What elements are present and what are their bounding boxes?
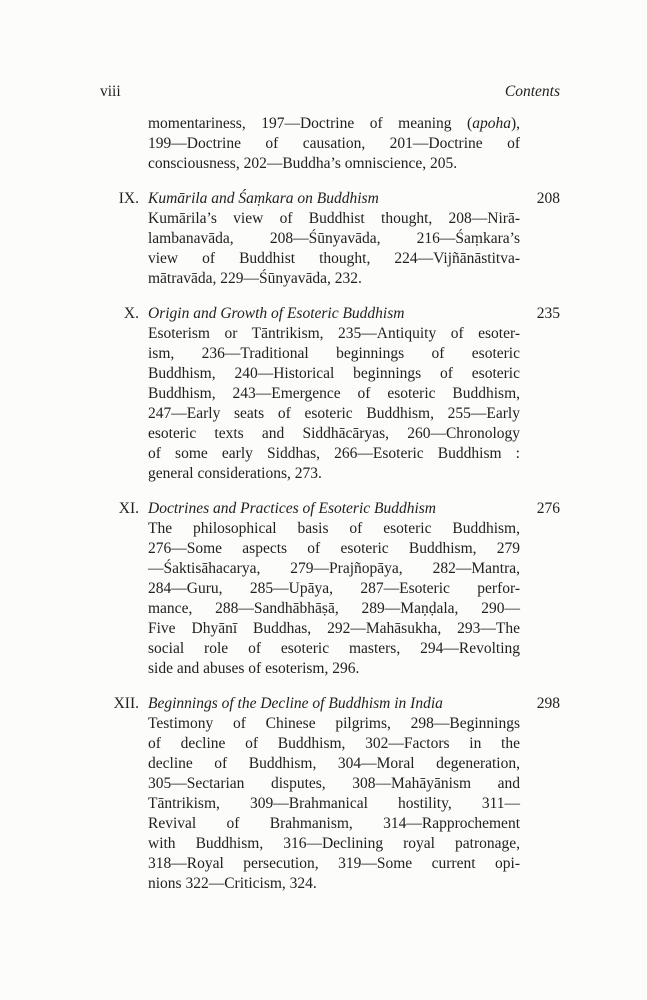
running-title: Contents — [504, 83, 560, 100]
chapter-title: Kumārila and Śaṃkara on Buddhism — [148, 190, 379, 207]
text-line: with Buddhism, 316—Declining royal patronage, — [148, 835, 520, 852]
chapter-summary — [148, 714, 520, 894]
toc-entry-heading — [97, 499, 560, 519]
chapter-numeral: XI. — [118, 500, 139, 517]
continuation-paragraph — [148, 114, 520, 174]
text-line: The philosophical basis of esoteric Buddhism, — [148, 520, 520, 537]
table-of-contents — [97, 114, 560, 894]
text-line: 305—Sectarian disputes, 308—Mahāyānism and — [148, 775, 520, 792]
toc-entry-heading — [97, 304, 560, 324]
folio-number: viii — [100, 83, 121, 100]
text-line: decline of Buddhism, 304—Moral degeneration, — [148, 755, 520, 772]
chapter-summary — [148, 209, 520, 289]
chapter-page-number: 276 — [536, 500, 560, 517]
text-line: general considerations, 273. — [148, 465, 322, 482]
text-line: Buddhism, 243—Emergence of esoteric Buddhism, — [148, 385, 520, 402]
text-line: 276—Some aspects of esoteric Buddhism, 279 — [148, 540, 520, 557]
chapter-numeral: XII. — [113, 695, 139, 712]
text-line: lambanavāda, 208—Śūnyavāda, 216—Śaṃkara’s — [148, 230, 520, 247]
chapter-title: Origin and Growth of Esoteric Buddhism — [148, 305, 405, 322]
chapter-numeral: IX. — [118, 190, 139, 207]
text-line: esoteric texts and Siddhācāryas, 260—Chronology — [148, 425, 520, 442]
toc-entry — [97, 694, 560, 894]
toc-entry — [97, 304, 560, 484]
text-line: Five Dhyānī Buddhas, 292—Mahāsukha, 293—The — [148, 620, 520, 637]
toc-entry — [97, 499, 560, 679]
text-line: side and abuses of esoterism, 296. — [148, 660, 360, 677]
toc-entry — [97, 189, 560, 289]
toc-entries — [97, 189, 560, 894]
text-line: momentariness, 197—Doctrine of meaning (apoha), — [148, 115, 520, 132]
text-line: Kumārila’s view of Buddhist thought, 208—Nirā- — [148, 210, 520, 227]
text-line: nions 322—Criticism, 324. — [148, 875, 317, 892]
text-line: Tāntrikism, 309—Brahmanical hostility, 311— — [148, 795, 520, 812]
text-line: of decline of Buddhism, 302—Factors in the — [148, 735, 520, 752]
text-line: view of Buddhist thought, 224—Vijñānāstitva- — [148, 250, 520, 267]
chapter-numeral: X. — [123, 305, 139, 322]
chapter-title: Doctrines and Practices of Esoteric Buddhism — [148, 500, 436, 517]
text-line: 318—Royal persecution, 319—Some current opi- — [148, 855, 520, 872]
text-line: 199—Doctrine of causation, 201—Doctrine of — [148, 135, 520, 152]
text-line: Revival of Brahmanism, 314—Rapprochement — [148, 815, 520, 832]
chapter-summary — [148, 519, 520, 679]
running-head — [100, 82, 560, 102]
toc-entry-heading — [97, 694, 560, 714]
text-line: social role of esoteric masters, 294—Revolting — [148, 640, 520, 657]
text-line: Testimony of Chinese pilgrims, 298—Beginnings — [148, 715, 520, 732]
toc-entry-heading — [97, 189, 560, 209]
text-line: Buddhism, 240—Historical beginnings of esoteric — [148, 365, 520, 382]
chapter-page-number: 298 — [536, 695, 560, 712]
chapter-page-number: 208 — [536, 190, 560, 207]
text-line: ism, 236—Traditional beginnings of esoteric — [148, 345, 520, 362]
chapter-page-number: 235 — [536, 305, 560, 322]
text-line: 284—Guru, 285—Upāya, 287—Esoteric perfor- — [148, 580, 520, 597]
text-line: consciousness, 202—Buddha’s omniscience, 205. — [148, 155, 458, 172]
text-line: —Śaktisāhacarya, 279—Prajñopāya, 282—Mantra, — [148, 560, 520, 577]
chapter-summary — [148, 324, 520, 484]
text-line: 247—Early seats of esoteric Buddhism, 255—Early — [148, 405, 520, 422]
text-line: Esoterism or Tāntrikism, 235—Antiquity of esoter- — [148, 325, 520, 342]
text-line: of some early Siddhas, 266—Esoteric Buddhism : — [148, 445, 520, 462]
text-line: mance, 288—Sandhābhāṣā, 289—Maṇḍala, 290— — [148, 600, 520, 617]
chapter-title: Beginnings of the Decline of Buddhism in India — [148, 695, 443, 712]
text-line: mātravāda, 229—Śūnyavāda, 232. — [148, 270, 362, 287]
